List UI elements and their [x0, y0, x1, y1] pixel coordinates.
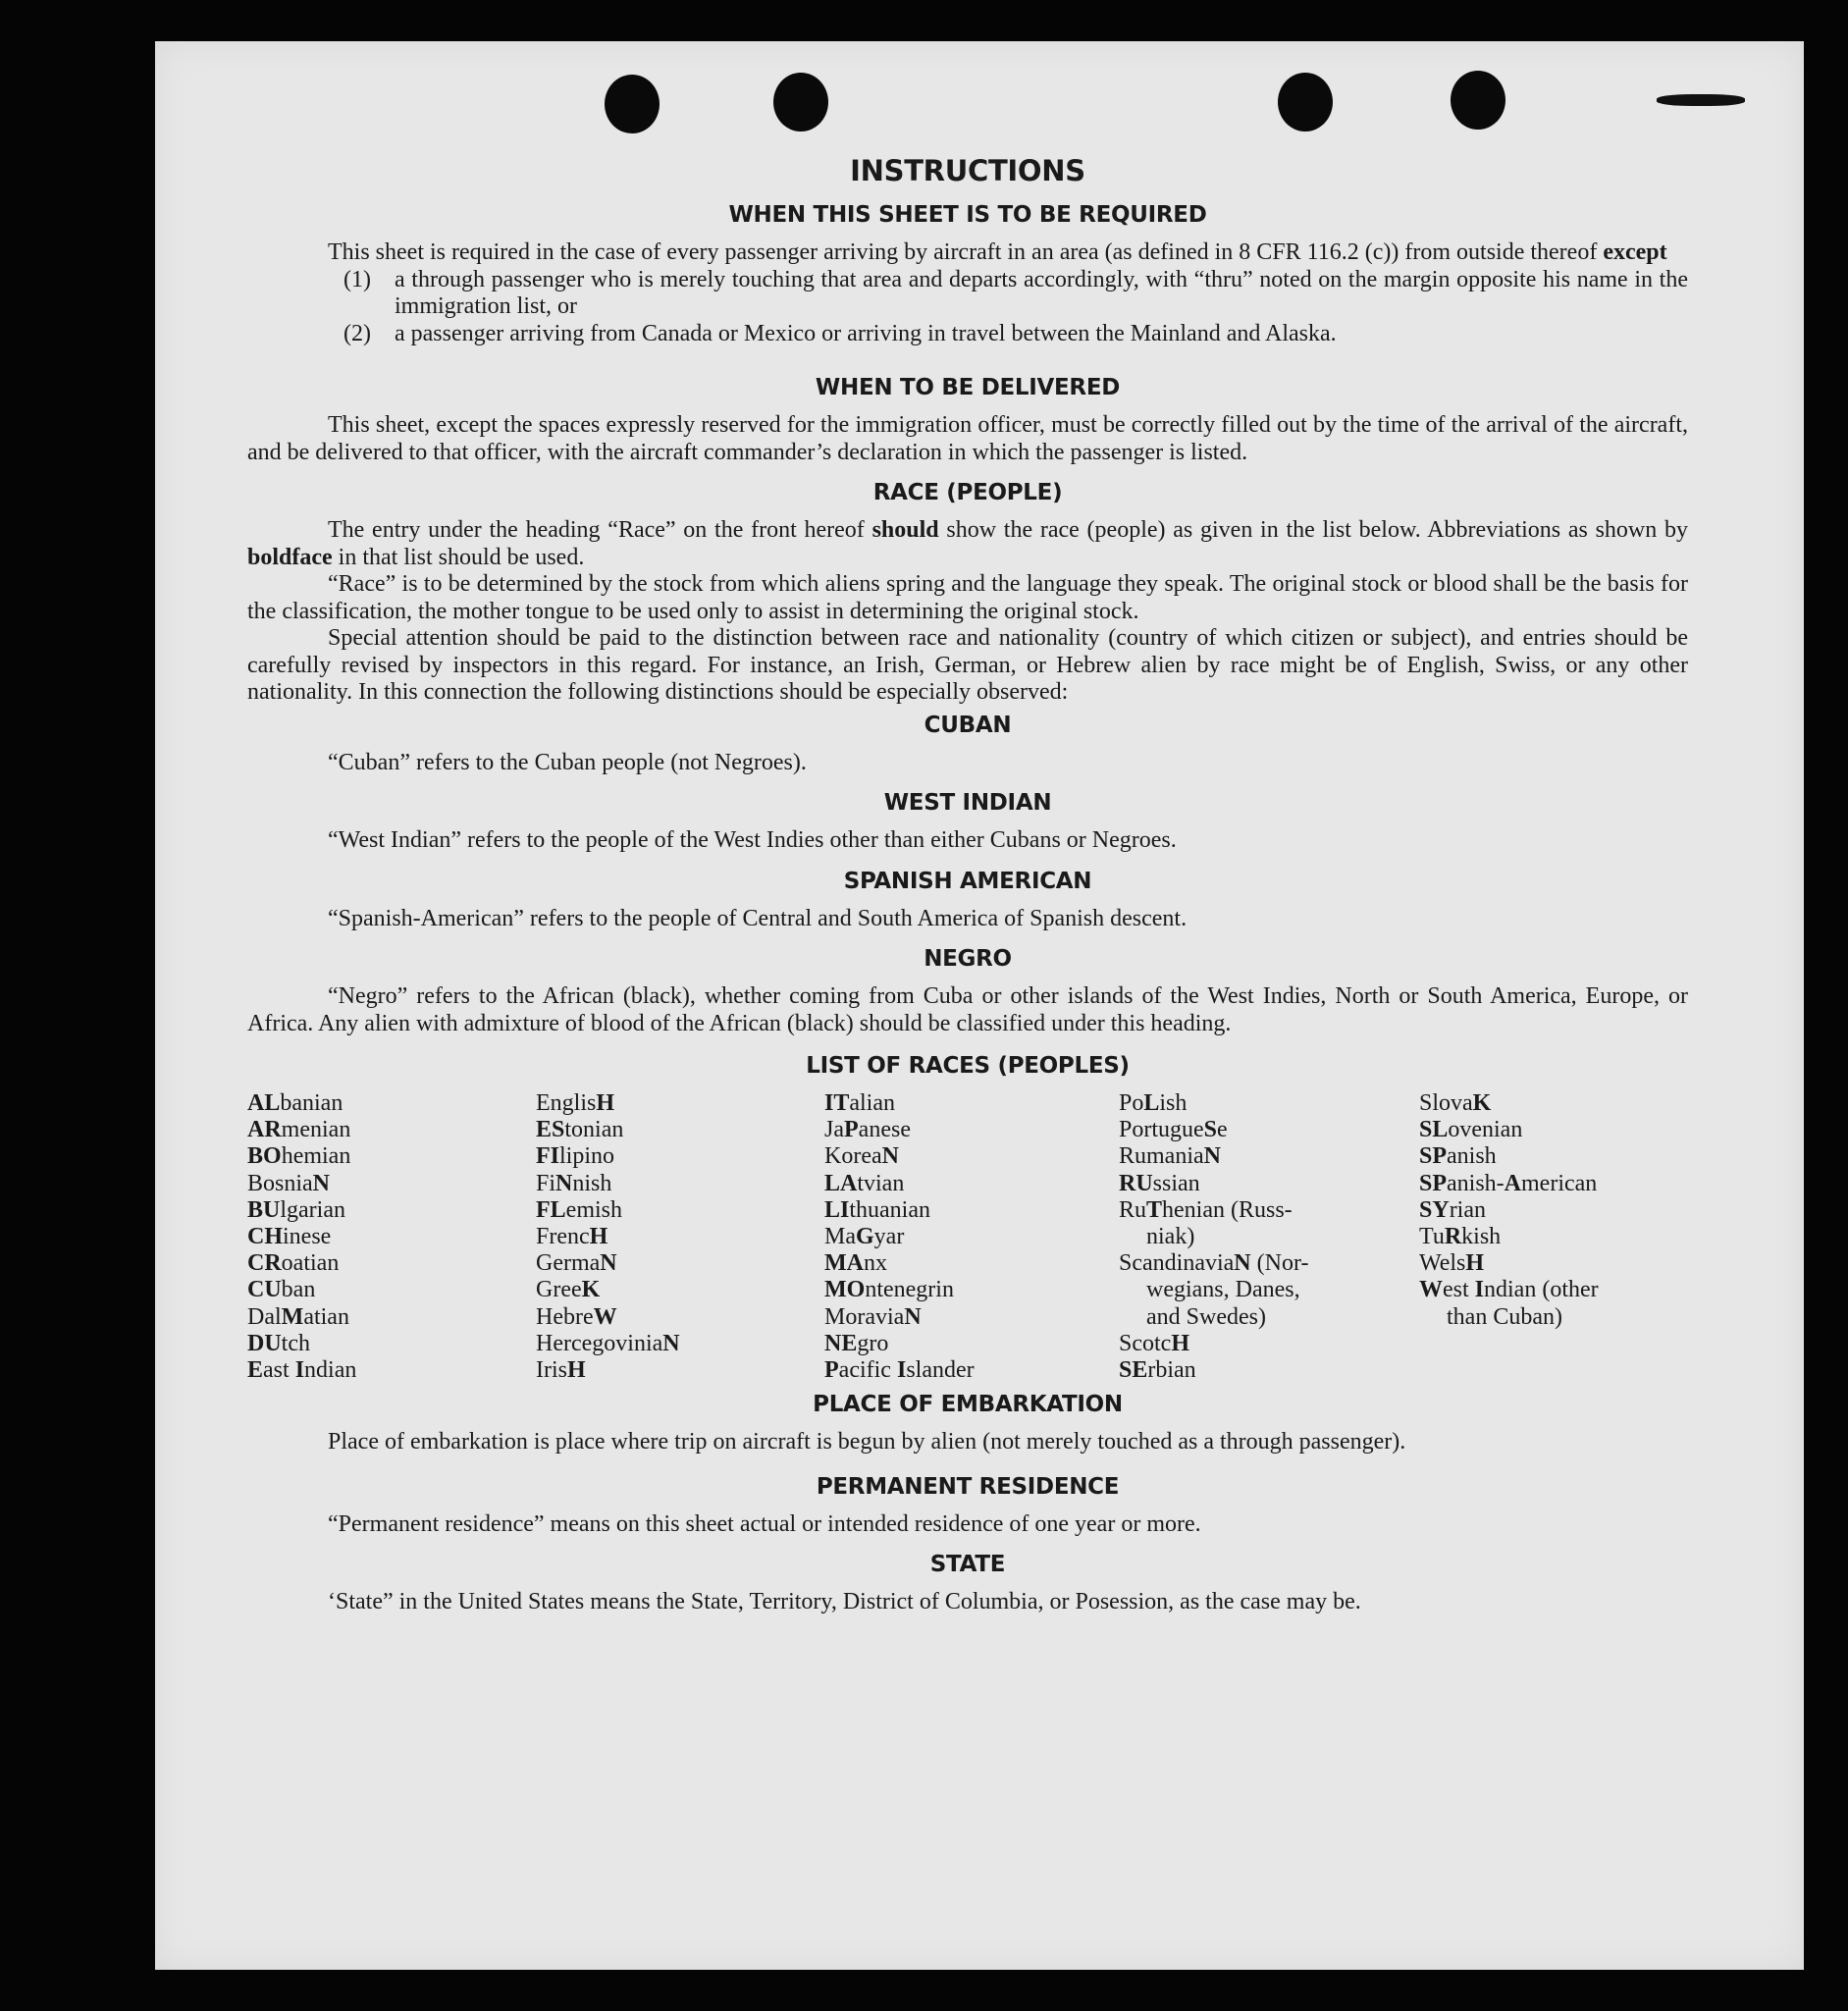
section-heading-embarkation: PLACE OF EMBARKATION: [813, 1392, 1123, 1418]
spanish-american-text: “Spanish-American” refers to the people of Central and South America of Spanish descent.: [328, 905, 1188, 931]
section-heading-spanish-american: SPANISH AMERICAN: [843, 868, 1092, 894]
when-delivered-text: This sheet, except the spaces expressly reserved for the immigration officer, must be correctly filled out by the time of the arrival of the aircraft, and be delivered to that officer, with the aircraft commander’s declaration in which the passenger is listed.: [247, 412, 1688, 465]
state-text: ‘State” in the United States means the State, Territory, District of Columbia, or Posession, as the case may be.: [328, 1589, 1361, 1615]
punch-hole: [1278, 73, 1333, 132]
race-entry: JaPanese: [824, 1117, 911, 1143]
race-entry: FrencH: [536, 1224, 608, 1250]
section-heading-permanent-residence: PERMANENT RESIDENCE: [816, 1473, 1120, 1500]
race-entry: DalMatian: [247, 1303, 349, 1330]
race-entry: GreeK: [536, 1277, 601, 1303]
race-entry: SYrian: [1419, 1196, 1486, 1223]
race-entry: TuRkish: [1419, 1224, 1502, 1250]
race-entry: SPanish: [1419, 1143, 1497, 1170]
race-entry: RuThenian (Russ-: [1119, 1196, 1293, 1223]
race-entry: SErbian: [1119, 1357, 1196, 1384]
race-entry: EnglisH: [536, 1090, 615, 1116]
races-column: [1119, 1090, 1419, 1384]
race-paragraph-3: Special attention should be paid to the distinction between race and nationality (country of which citizen or subject), and entries should be carefully revised by inspectors in this regard. For instance, an Irish, German, or Hebrew alien by race might be of English, Swiss, or any other nationality. In this connection the following distinctions should be especially observed:: [247, 625, 1688, 705]
race-entry: WelsH: [1419, 1250, 1485, 1277]
race-entry: ScandinaviaN (Nor-: [1119, 1250, 1309, 1277]
embarkation-text: Place of embarkation is place where trip on aircraft is begun by alien (not merely touched as a through passenger).: [328, 1429, 1406, 1455]
race-entry: MoraviaN: [824, 1303, 922, 1330]
race-entry: MAnx: [824, 1250, 887, 1277]
race-entry: IrisH: [536, 1357, 586, 1384]
race-entry: and Swedes): [1146, 1303, 1266, 1330]
race-entry: than Cuban): [1447, 1303, 1562, 1330]
exception-item: (1) a through passenger who is merely touching that area and departs accordingly, with “thru” noted on the margin opposite his name in the immigration list, or: [343, 266, 1688, 319]
section-heading-list-of-races: LIST OF RACES (PEOPLES): [806, 1053, 1130, 1079]
west-indian-text: “West Indian” refers to the people of the West Indies other than either Cubans or Negroes.: [328, 827, 1177, 853]
section-heading-cuban: CUBAN: [924, 712, 1012, 738]
race-entry: CRoatian: [247, 1250, 340, 1277]
exception-item: (2) a passenger arriving from Canada or Mexico or arriving in travel between the Mainland and Alaska.: [343, 320, 1337, 346]
race-entry: FiNnish: [536, 1170, 612, 1196]
race-entry: FLemish: [536, 1196, 622, 1223]
page-title: INSTRUCTIONS: [850, 154, 1085, 187]
list-of-races: [247, 1090, 1688, 1384]
race-entry: FIlipino: [536, 1143, 615, 1170]
when-required-intro: This sheet is required in the case of every passenger arriving by aircraft in an area (as defined in 8 CFR 116.2 (c)) from outside thereof except: [328, 239, 1667, 265]
section-heading-negro: NEGRO: [924, 946, 1012, 972]
cuban-text: “Cuban” refers to the Cuban people (not Negroes).: [328, 749, 807, 775]
race-entry: NEgro: [824, 1330, 889, 1356]
document-page: [155, 41, 1804, 1970]
punch-hole: [605, 75, 660, 133]
permanent-residence-text: “Permanent residence” means on this sheet actual or intended residence of one year or more.: [328, 1510, 1201, 1537]
race-entry: EStonian: [536, 1117, 624, 1143]
races-column: [536, 1090, 824, 1384]
race-entry: MaGyar: [824, 1224, 905, 1250]
race-entry: HercegoviniaN: [536, 1330, 680, 1356]
section-heading-race: RACE (PEOPLE): [872, 480, 1063, 505]
race-entry: ALbanian: [247, 1090, 343, 1116]
race-entry: DUtch: [247, 1330, 310, 1356]
race-entry: ITalian: [824, 1090, 895, 1116]
race-entry: BosniaN: [247, 1170, 331, 1196]
races-column: [247, 1090, 536, 1384]
race-entry: RumaniaN: [1119, 1143, 1221, 1170]
race-entry: niak): [1146, 1224, 1195, 1250]
punch-hole: [1451, 71, 1505, 130]
races-column: [1419, 1090, 1688, 1384]
race-entry: West Indian (other: [1419, 1277, 1599, 1303]
race-entry: SPanish-American: [1419, 1170, 1598, 1196]
race-entry: RUssian: [1119, 1170, 1200, 1196]
ink-smudge: [1657, 94, 1745, 106]
races-column: [824, 1090, 1119, 1384]
race-entry: KoreaN: [824, 1143, 899, 1170]
race-entry: SlovaK: [1419, 1090, 1492, 1116]
race-entry: East Indian: [247, 1357, 357, 1384]
section-heading-west-indian: WEST INDIAN: [883, 790, 1052, 816]
race-entry: SLovenian: [1419, 1117, 1523, 1143]
section-heading-when-required: WHEN THIS SHEET IS TO BE REQUIRED: [728, 202, 1207, 228]
race-paragraph-2: “Race” is to be determined by the stock from which aliens spring and the language they speak. The original stock or blood shall be the basis for the classification, the mother tongue to be used only to assist in determining the original stock.: [247, 571, 1688, 624]
race-entry: CUban: [247, 1277, 316, 1303]
race-entry: BOhemian: [247, 1143, 351, 1170]
race-entry: wegians, Danes,: [1146, 1277, 1300, 1303]
race-entry: MOntenegrin: [824, 1277, 954, 1303]
race-entry: BUlgarian: [247, 1196, 345, 1223]
section-heading-state: STATE: [929, 1552, 1006, 1578]
section-heading-when-delivered: WHEN TO BE DELIVERED: [815, 375, 1121, 400]
race-entry: LIthuanian: [824, 1196, 930, 1223]
instructions-body: [247, 149, 1688, 1616]
race-entry: PortugueSe: [1119, 1117, 1228, 1143]
race-entry: GermaN: [536, 1250, 617, 1277]
race-entry: PoLish: [1119, 1090, 1188, 1116]
race-entry: HebreW: [536, 1303, 617, 1330]
race-entry: Pacific Islander: [824, 1357, 975, 1384]
punch-hole: [773, 73, 828, 132]
race-paragraph-1: The entry under the heading “Race” on the front hereof should show the race (people) as given in the list below. Abbreviations as shown by boldface in that list should be used.: [247, 517, 1689, 570]
negro-text: “Negro” refers to the African (black), whether coming from Cuba or other islands of the West Indies, North or South America, Europe, or Africa. Any alien with admixture of blood of the African (black) should be classified under this heading.: [247, 983, 1688, 1036]
race-entry: CHinese: [247, 1224, 332, 1250]
race-entry: ScotcH: [1119, 1330, 1189, 1356]
race-entry: LAtvian: [824, 1170, 905, 1196]
race-entry: ARmenian: [247, 1117, 351, 1143]
